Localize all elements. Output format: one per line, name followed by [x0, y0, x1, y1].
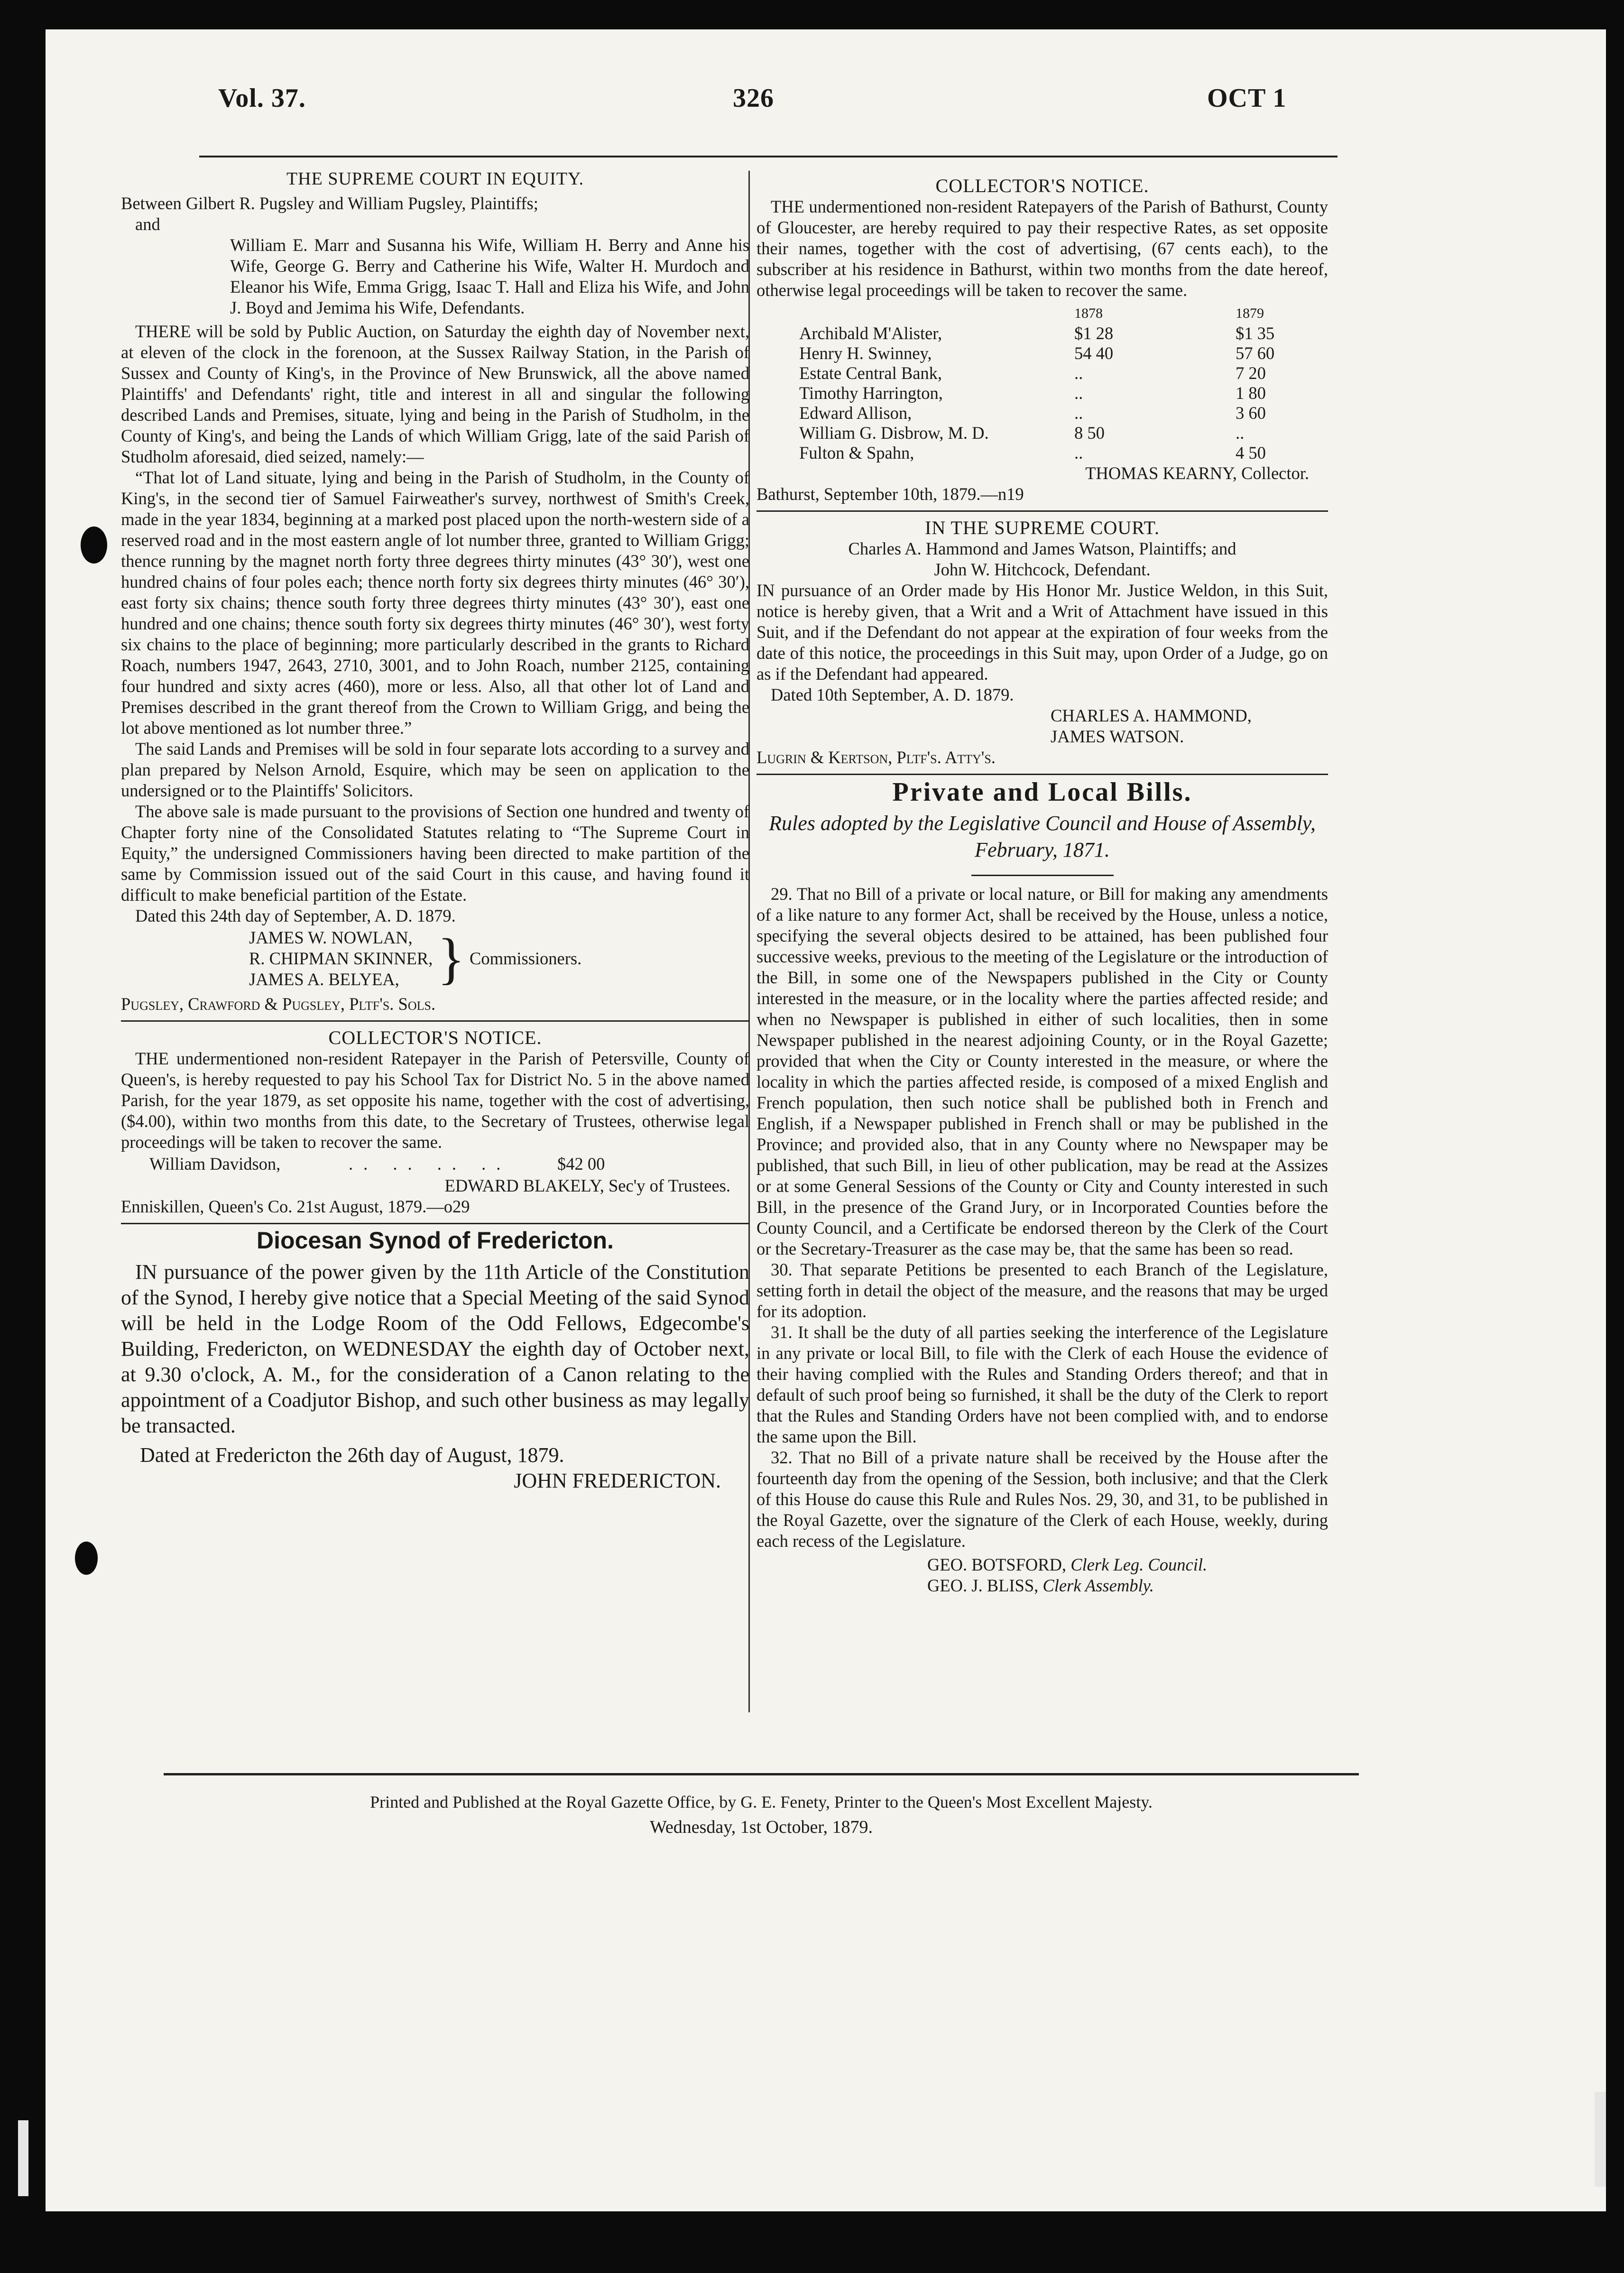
table-header-row	[799, 304, 1274, 323]
supreme-court-signer: CHARLES A. HAMMOND,	[1051, 706, 1252, 725]
equity-solicitors: Pugsley, Crawford & Pugsley, Pltf's. Sols.	[121, 994, 436, 1014]
supreme-court-title: IN THE SUPREME COURT.	[925, 517, 1160, 538]
rate-1878: 8 50	[1074, 423, 1105, 443]
equity-para-land: “That lot of Land situate, lying and being in the Parish of Studholm, in the County of King's, in the second tier of Samuel Fairweather's survey, northwest of Smith's Creek, made in the year 1834, beginning at a marked post placed upon the north-western side of a reserved road and in the most eastern angle of lot number three, granted to William Grigg; thence running by the magnet north forty three degrees thirty minutes (43° 30′), west one hundred chains of four poles each; thence north forty six degrees thirty minutes (46° 30′), east forty six chains; thence south forty three degrees thirty minutes (43° 30′), east one hundred and one chains; thence south forty six degrees thirty minutes (46° 30′), west forty six chains to the place of beginning; more particularly described in the grants to Richard Roach, numbers 1947, 2643, 2710, 3001, and to John Roach, number 2125, containing four hundred and sixty acres (460), more or less. Also, all that other lot of Land and Premises described in the grant thereof from the Crown to William Grigg, and being the lot above mentioned as lot number three.”	[121, 468, 749, 738]
table-row	[799, 443, 1274, 463]
ratepayer-name: Edward Allison,	[799, 403, 912, 423]
table-row	[799, 383, 1274, 403]
ratepayer-name: Fulton & Spahn,	[799, 443, 914, 462]
section-rule	[121, 1020, 749, 1022]
bills-rule-31: 31. It shall be the duty of all parties seeking the interference of the Legislature in any private or local Bill, to file with the Clerk of each House the evidence of their having complied with the Rules and Standing Orders thereof; and that in default of such proof being so furnished, it shall be the duty of the Clerk to report that the Rules and Standing Orders have not been complied with, and to endorse the same upon the Bill.	[757, 1322, 1328, 1446]
rate-1878: $1 28	[1074, 323, 1114, 343]
printer-imprint: Printed and Published at the Royal Gazette Office, by G. E. Fenety, Printer to the Queen's Most Excellent Majesty.	[370, 1793, 1153, 1811]
supreme-court-defendant: John W. Hitchcock, Defendant.	[934, 560, 1151, 579]
collector-notice-2-signer: THOMAS KEARNY, Collector.	[1085, 463, 1309, 483]
rate-1878: ..	[1074, 363, 1083, 383]
section-rule	[757, 510, 1328, 512]
footer-rule	[164, 1773, 1359, 1775]
equity-dated: Dated this 24th day of September, A. D. 1879.	[135, 906, 456, 925]
collector-notice-2-title: COLLECTOR'S NOTICE.	[935, 175, 1149, 196]
supreme-court-signer: JAMES WATSON.	[1051, 727, 1184, 746]
ratepayer-name: Henry H. Swinney,	[799, 343, 932, 363]
year-header: 1878	[1074, 305, 1103, 321]
table-row	[799, 423, 1274, 443]
collector-notice-2-body: THE undermentioned non-resident Ratepayers of the Parish of Bathurst, County of Gloucester, are hereby required to pay their respective Rates, as set opposite their names, together with the cost of advertising, (67 cents each), to the subscriber at his residence in Bathurst, within two months from the date hereof, otherwise legal proceedings will be taken to recover the same.	[757, 197, 1328, 300]
signer-name: GEO. BOTSFORD,	[927, 1555, 1067, 1574]
ratepayer-name: William Davidson,	[149, 1154, 281, 1173]
synod-signer: JOHN FREDERICTON.	[514, 1469, 721, 1492]
punch-hole-mark	[75, 1542, 98, 1575]
volume-number: Vol. 37.	[218, 83, 306, 113]
collector-notice-1-signer: EDWARD BLAKELY, Sec'y of Trustees.	[444, 1176, 730, 1195]
equity-para-provisions: The above sale is made pursuant to the provisions of Section one hundred and twenty of Chapter forty nine of the Consolidated Statutes relating to “The Supreme Court in Equity,” the undersigned Commissioners having been directed to make partition of the same by Commission issued out of the said Court in this cause, and having found it difficult to make beneficial partition of the Estate.	[121, 802, 749, 905]
table-row	[799, 343, 1274, 363]
commissioners-label: Commissioners.	[469, 949, 582, 968]
issue-date: OCT 1	[1207, 83, 1287, 113]
rate-1879: $1 35	[1236, 323, 1275, 343]
ratepayer-name: Estate Central Bank,	[799, 363, 942, 383]
table-row	[799, 323, 1274, 343]
signer-title: Clerk Assembly.	[1043, 1576, 1154, 1595]
bills-subtitle: Rules adopted by the Legislative Council and House of Assembly, February, 1871.	[769, 812, 1316, 861]
bills-signer-council	[757, 1554, 1328, 1575]
left-column	[121, 168, 749, 1494]
rate-1879: 1 80	[1236, 383, 1266, 403]
signer-name: GEO. J. BLISS,	[927, 1576, 1039, 1595]
collector-notice-1-row	[121, 1154, 749, 1174]
publication-date: Wednesday, 1st October, 1879.	[650, 1817, 873, 1837]
punch-hole-mark	[81, 527, 107, 564]
header-rule	[199, 156, 1338, 157]
section-rule	[757, 774, 1328, 775]
ratepayers-table	[799, 304, 1274, 463]
section-rule	[971, 875, 1114, 876]
equity-para-sale: THERE will be sold by Public Auction, on Saturday the eighth day of November next, at eleven of the clock in the forenoon, at the Sussex Railway Station, in the Parish of Sussex and County of King's, in the Province of New Brunswick, all the above named Plaintiffs' and Defendants' right, title and interest in all and singular the following described Lands and Premises, situate, lying and being in the Parish of Studholm, in the County of King's, and being the Lands of which William Grigg, late of the said Parish of Studholm aforesaid, died seized, namely:—	[121, 322, 749, 466]
rate-1879: 4 50	[1236, 443, 1266, 462]
rate-1879: 7 20	[1236, 363, 1266, 383]
bills-rule-30: 30. That separate Petitions be presented to each Branch of the Legislature, setting forth in detail the object of the measure, and the reasons that may be urged for its adoption.	[757, 1260, 1328, 1321]
collector-notice-2-place: Bathurst, September 10th, 1879.—n19	[757, 484, 1024, 504]
synod-title: Diocesan Synod of Fredericton.	[257, 1227, 614, 1254]
collector-notice-1-body: THE undermentioned non-resident Ratepayer in the Parish of Petersville, County of Queen's, is hereby requested to pay his School Tax for District No. 5 in the above named Parish, for the year 1879, as set opposite his name, together with the cost of advertising, ($4.00), within two months from this date, to the Secretary of Trustees, otherwise legal proceedings will be taken to recover the same.	[121, 1049, 749, 1152]
signer-title: Clerk Leg. Council.	[1070, 1555, 1208, 1574]
table-row	[799, 363, 1274, 383]
equity-and: and	[135, 214, 160, 234]
ratepayer-amount: $42 00	[557, 1154, 605, 1173]
rate-1879: 57 60	[1236, 343, 1275, 363]
bills-rule-29: 29. That no Bill of a private or local nature, or Bill for making any amendments of a like nature to any former Act, shall be received by the House, unless a notice, specifying the several objects desired to be attained, has been published four successive weeks, previous to the meeting of the Legislature or the introduction of the Bill, in some one of the Newspapers published in the City or County interested in the measure, or in the locality where the parties affected reside; and when no Newspaper is published in either of such localities, then in some Newspaper published in the nearest adjoining County, or in the Royal Gazette; provided that when the City or County interested in the measure, or where the locality in which the parties affected reside, is composed of a mixed English and French population, then such notice shall be published both in French and English, if a Newspaper published in French shall or may be published in the Province; and provided also, that in any County where no Newspaper may be published, that such Bill, in lieu of other publication, may be read at the Assizes or at some General Sessions of the County or City and County interested in such Bill, in the presence of the Grand Jury, or in Incorporated Counties before the County Council, and a Certificate be endorsed thereon by the Clerk of the Court or the Secretary-Treasurer as the case may be, that the same has been so read.	[757, 884, 1328, 1258]
bills-rule-32: 32. That no Bill of a private nature shall be received by the House after the fourteenth day from the opening of the Session, both inclusive; and that the Clerk of this House do cause this Rule and Rules Nos. 29, 30, and 31, to be published in the Royal Gazette, over the signature of the Clerk of each House, weekly, during each recess of the Legislature.	[757, 1448, 1328, 1551]
collector-notice-1-place: Enniskillen, Queen's Co. 21st August, 1879.—o29	[121, 1197, 470, 1216]
ratepayer-name: Timothy Harrington,	[799, 383, 943, 403]
leader-dots: .. .. .. ..	[349, 1154, 511, 1173]
equity-defendants: William E. Marr and Susanna his Wife, William H. Berry and Anne his Wife, George G. Berry and Catherine his Wife, Walter H. Murdoch and Eleanor his Wife, Emma Grigg, Isaac T. Hall and Eliza his Wife, and John J. Boyd and Jemima his Wife, Defendants.	[230, 235, 749, 317]
commissioner-name: JAMES W. NOWLAN,	[249, 928, 413, 947]
commissioners-names	[249, 927, 433, 990]
page-number: 326	[733, 83, 774, 113]
equity-title: THE SUPREME COURT IN EQUITY.	[286, 169, 584, 189]
bills-title: Private and Local Bills.	[892, 777, 1192, 807]
supreme-court-attorneys: Lugrin & Kertson, Pltf's. Atty's.	[757, 748, 996, 767]
table-row	[799, 403, 1274, 423]
rate-1878: ..	[1074, 443, 1083, 462]
collector-notice-1-title: COLLECTOR'S NOTICE.	[328, 1027, 542, 1048]
brace: }	[437, 927, 465, 990]
rate-1878: ..	[1074, 403, 1083, 423]
scan-edge-artifact	[1595, 2092, 1606, 2187]
supreme-court-body: IN pursuance of an Order made by His Honor Mr. Justice Weldon, in this Suit, notice is hereby given, that a Writ and a Writ of Attachment have issued in this Suit, and if the Defendant do not appear at the expiration of four weeks from the date of this notice, the proceedings in this Suit may, upon Order of a Judge, go on as if the Defendant had appeared.	[757, 581, 1328, 684]
equity-between: Between Gilbert R. Pugsley and William Pugsley, Plaintiffs;	[121, 194, 538, 213]
supreme-court-parties: Charles A. Hammond and James Watson, Plaintiffs; and	[848, 539, 1236, 558]
scan-edge-artifact	[18, 2120, 28, 2196]
rate-1879: 3 60	[1236, 403, 1266, 423]
commissioner-name: R. CHIPMAN SKINNER,	[249, 949, 433, 968]
commissioner-name: JAMES A. BELYEA,	[249, 970, 399, 989]
ratepayer-name: Archibald M'Alister,	[799, 323, 942, 343]
ratepayer-name: William G. Disbrow, M. D.	[799, 423, 989, 443]
commissioners-block	[121, 927, 749, 990]
synod-dated: Dated at Fredericton the 26th day of August, 1879.	[140, 1443, 564, 1467]
rate-1878: ..	[1074, 383, 1083, 403]
equity-para-lots: The said Lands and Premises will be sold in four separate lots according to a survey and plan prepared by Nelson Arnold, Esquire, which may be seen on application to the undersigned or to the Plaintiffs' Solicitors.	[121, 739, 749, 800]
synod-body: IN pursuance of the power given by the 11th Article of the Constitution of the Synod, I hereby give notice that a Special Meeting of the said Synod will be held in the Lodge Room of the Odd Fellows, Edgecombe's Building, Fredericton, on WEDNESDAY the eighth day of October next, at 9.30 o'clock, A. M., for the consideration of a Canon relating to the appointment of a Coadjutor Bishop, and such other business as may legally be transacted.	[121, 1260, 749, 1437]
right-column	[757, 176, 1328, 1596]
supreme-court-dated: Dated 10th September, A. D. 1879.	[771, 685, 1014, 704]
section-rule	[121, 1223, 749, 1224]
rate-1878: 54 40	[1074, 343, 1114, 363]
year-header: 1879	[1236, 305, 1264, 321]
rate-1879: ..	[1236, 423, 1245, 443]
bills-signer-assembly	[757, 1575, 1328, 1596]
